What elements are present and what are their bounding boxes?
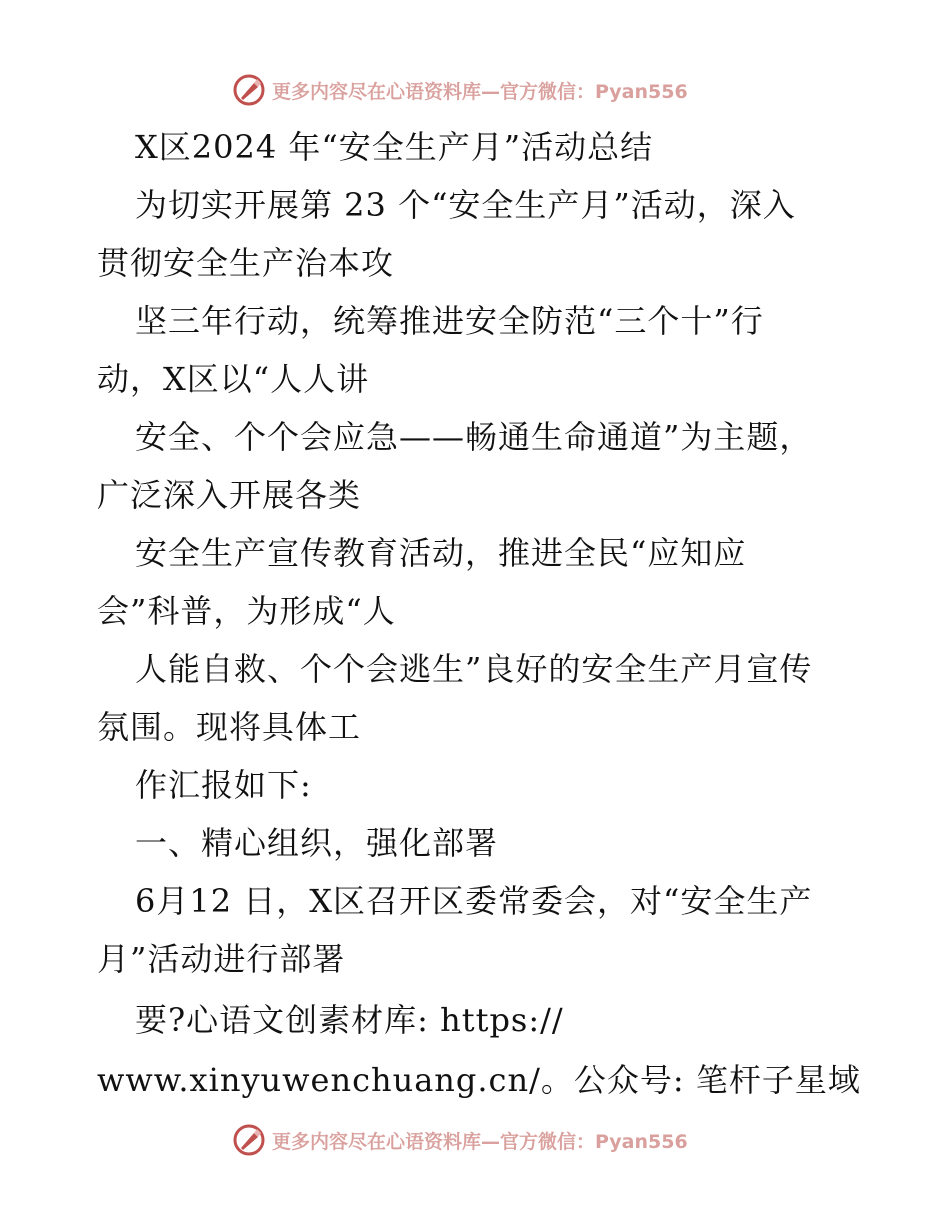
paragraph-line: www.xinyuwenchuang.cn/。公众号: 笔杆子星域 — [97, 1061, 861, 1099]
pen-nib-logo-icon — [232, 1123, 266, 1157]
document-title: X区2024 年“安全生产月”活动总结 — [135, 128, 654, 166]
header-watermark-banner — [232, 70, 688, 110]
section-heading: 一、精心组织，强化部署 — [135, 824, 499, 862]
paragraph-line: 6月12 日，X区召开区委常委会，对“安全生产 — [135, 882, 813, 920]
paragraph-line: 月”活动进行部署 — [97, 940, 346, 978]
paragraph-line: 广泛深入开展各类 — [97, 476, 362, 514]
paragraph-line: 要?心语文创素材库: https:// — [135, 1001, 564, 1039]
paragraph-line: 氛围。现将具体工 — [97, 708, 362, 746]
paragraph-line: 贯彻安全生产治本攻 — [97, 244, 395, 282]
footer-watermark-banner — [232, 1120, 688, 1160]
paragraph-line: 安全生产宣传教育活动，推进全民“应知应 — [135, 534, 747, 572]
pen-nib-logo-icon — [232, 73, 266, 107]
footer-banner-text: 更多内容尽在心语资料库—官方微信：Pyan556 — [272, 1130, 688, 1153]
paragraph-line: 人能自救、个个会逃生”良好的安全生产月宣传 — [135, 650, 813, 688]
paragraph-line: 坚三年行动，统筹推进安全防范“三个十”行 — [135, 302, 764, 340]
header-banner-text: 更多内容尽在心语资料库—官方微信：Pyan556 — [272, 80, 688, 103]
paragraph-line: 会”科普，为形成“人 — [97, 592, 396, 630]
paragraph-line: 动，X区以“人人讲 — [97, 360, 370, 398]
paragraph-line: 为切实开展第 23 个“安全生产月”活动，深入 — [135, 186, 796, 224]
paragraph-line: 安全、个个会应急——畅通生命通道”为主题， — [135, 418, 813, 456]
paragraph-line: 作汇报如下: — [135, 766, 312, 804]
